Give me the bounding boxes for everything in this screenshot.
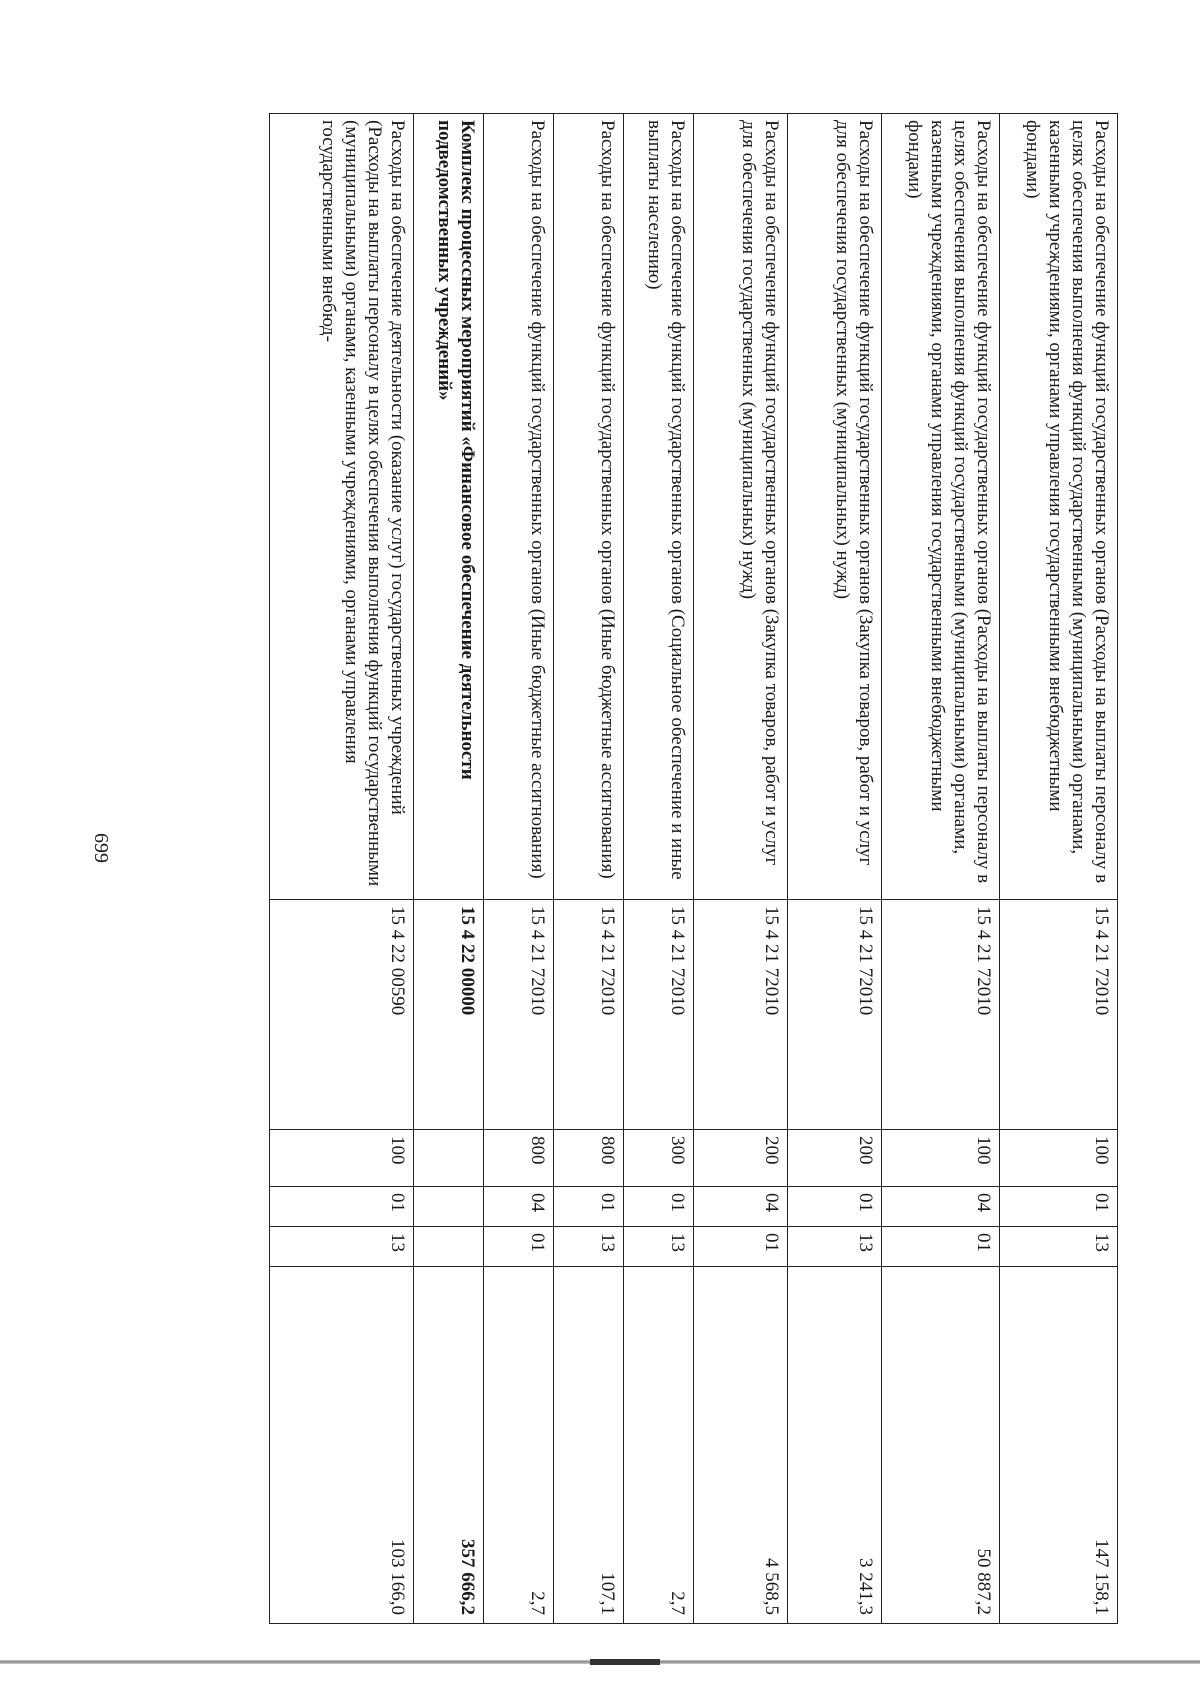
expense-type-code-cell xyxy=(414,1130,484,1187)
subsection-code-cell: 13 xyxy=(270,1227,414,1267)
subsection-code-cell: 01 xyxy=(882,1227,1000,1267)
section-code-cell: 01 xyxy=(624,1187,694,1227)
expense-name-cell: Расходы на обеспечение функций государственных органов (Закупка товаров, работ и услуг для обеспечения государственных (муниципальных) нужд) xyxy=(694,114,788,900)
rotated-table-container xyxy=(201,113,1118,1623)
amount-cell: 50 887,2 xyxy=(882,1267,1000,1624)
expense-name-cell: Комплекс процессных мероприятий «Финансовое обеспечение деятельности подведомственных учреждений» xyxy=(414,114,484,900)
expense-name-cell: Расходы на обеспечение функций государственных органов (Социальное обеспечение и иные выплаты населению) xyxy=(624,114,694,900)
target-article-code-cell: 15 4 21 72010 xyxy=(694,900,788,1130)
section-code-cell: 04 xyxy=(484,1187,554,1227)
expense-name-cell: Расходы на обеспечение функций государственных органов (Закупка товаров, работ и услуг для обеспечения государственных (муниципальных) нужд) xyxy=(788,114,882,900)
section-code-cell: 01 xyxy=(1000,1187,1118,1227)
target-article-code-cell: 15 4 22 00000 xyxy=(414,900,484,1130)
subsection-code-cell: 13 xyxy=(554,1227,624,1267)
target-article-code-cell: 15 4 21 72010 xyxy=(1000,900,1118,1130)
budget-table-body xyxy=(270,114,1118,1624)
table-row xyxy=(554,114,624,1624)
amount-cell: 107,1 xyxy=(554,1267,624,1624)
table-row xyxy=(270,114,414,1624)
subsection-code-cell: 13 xyxy=(624,1227,694,1267)
amount-cell: 2,7 xyxy=(484,1267,554,1624)
expense-type-code-cell: 100 xyxy=(1000,1130,1118,1187)
target-article-code-cell: 15 4 21 72010 xyxy=(624,900,694,1130)
expense-type-code-cell: 100 xyxy=(882,1130,1000,1187)
section-code-cell xyxy=(414,1187,484,1227)
section-code-cell: 04 xyxy=(694,1187,788,1227)
table-row-subtotal xyxy=(414,114,484,1624)
expense-type-code-cell: 800 xyxy=(484,1130,554,1187)
table-row xyxy=(694,114,788,1624)
scan-edge-mark xyxy=(590,1659,660,1665)
expense-name-cell: Расходы на обеспечение функций государственных органов (Расходы на выплаты персоналу в целях обеспечения выполнения функций государственными (муниципальными) органами, казенными учреждениями, органами управления государственными внебюджетными фондами) xyxy=(1000,114,1118,900)
table-row xyxy=(484,114,554,1624)
target-article-code-cell: 15 4 21 72010 xyxy=(882,900,1000,1130)
expense-name-cell: Расходы на обеспечение функций государственных органов (Иные бюджетные ассигнования) xyxy=(554,114,624,900)
table-row xyxy=(1000,114,1118,1624)
amount-cell: 103 166,0 xyxy=(270,1267,414,1624)
amount-cell: 2,7 xyxy=(624,1267,694,1624)
target-article-code-cell: 15 4 22 00590 xyxy=(270,900,414,1130)
subsection-code-cell: 13 xyxy=(1000,1227,1118,1267)
expense-type-code-cell: 200 xyxy=(694,1130,788,1187)
expense-type-code-cell: 200 xyxy=(788,1130,882,1187)
section-code-cell: 01 xyxy=(270,1187,414,1227)
target-article-code-cell: 15 4 21 72010 xyxy=(554,900,624,1130)
amount-cell: 3 241,3 xyxy=(788,1267,882,1624)
table-row xyxy=(624,114,694,1624)
amount-cell: 4 568,5 xyxy=(694,1267,788,1624)
section-code-cell: 01 xyxy=(554,1187,624,1227)
expense-type-code-cell: 100 xyxy=(270,1130,414,1187)
section-code-cell: 04 xyxy=(882,1187,1000,1227)
expense-type-code-cell: 300 xyxy=(624,1130,694,1187)
target-article-code-cell: 15 4 21 72010 xyxy=(788,900,882,1130)
expense-name-cell: Расходы на обеспечение функций государственных органов (Иные бюджетные ассигнования) xyxy=(484,114,554,900)
expense-name-cell: Расходы на обеспечение функций государственных органов (Расходы на выплаты персоналу в целях обеспечения выполнения функций государственными (муниципальными) органами, казенными учреждениями, органами управления государственными внебюджетными фондами) xyxy=(882,114,1000,900)
expense-type-code-cell: 800 xyxy=(554,1130,624,1187)
budget-table xyxy=(269,113,1118,1624)
expense-name-cell: Расходы на обеспечение деятельности (оказание услуг) государственных учреждений (Расходы на выплаты персоналу в целях обеспечения выполнения функций государственными (муниципальными) органами, казенными учреждениями, органами управления государственными внебюд- xyxy=(270,114,414,900)
amount-cell: 147 158,1 xyxy=(1000,1267,1118,1624)
subsection-code-cell: 01 xyxy=(694,1227,788,1267)
target-article-code-cell: 15 4 21 72010 xyxy=(484,900,554,1130)
amount-cell: 357 666,2 xyxy=(414,1267,484,1624)
subsection-code-cell: 01 xyxy=(484,1227,554,1267)
page-number: 699 xyxy=(90,833,112,863)
subsection-code-cell xyxy=(414,1227,484,1267)
section-code-cell: 01 xyxy=(788,1187,882,1227)
table-row xyxy=(788,114,882,1624)
table-row xyxy=(882,114,1000,1624)
subsection-code-cell: 13 xyxy=(788,1227,882,1267)
